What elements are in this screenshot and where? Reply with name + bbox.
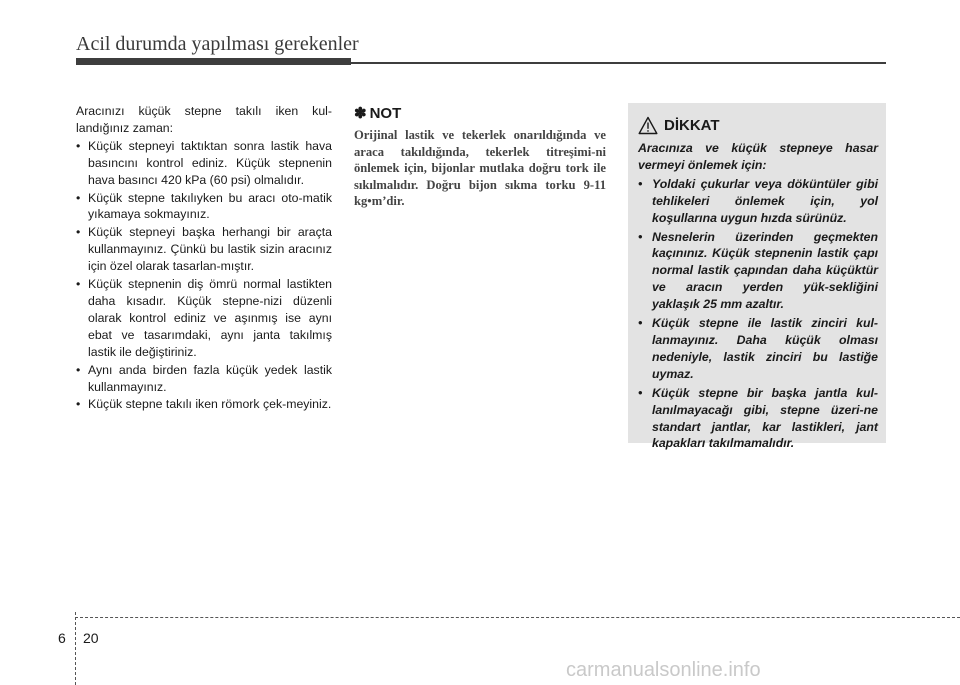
list-item: • Küçük stepne takılı iken römork çek-meyiniz. <box>76 397 332 412</box>
bullet-icon: • <box>638 176 643 191</box>
page-header-title: Acil durumda yapılması gerekenler <box>76 33 359 55</box>
header-rule-thick <box>76 58 351 65</box>
list-item: • Küçük stepnenin diş ömrü normal lastikten daha kısadır. Küçük stepne-nizi düzenli olarak kontrol ediniz ve aşınmış ise aynı ebat ve tasarımdaki, aynı janta takılmış lastik ile değiştiriniz. <box>76 277 332 359</box>
note-title: NOT <box>369 105 402 122</box>
list-item: • Küçük stepne bir başka jantla kul-lanılmayacağı gibi, stepne üzeri-ne standart jantlar, kar lastikleri, jant kapakları takılmamalıdır. <box>638 385 878 451</box>
caution-heading <box>638 116 720 135</box>
list-item: • Küçük stepne ile lastik zinciri kul-lanmayınız. Daha küçük olması nedeniyle, lastik zinciri bu lastiğe uymaz. <box>638 316 878 381</box>
bullet-icon: • <box>76 362 81 377</box>
bullet-icon: • <box>76 397 81 412</box>
caution-body <box>638 140 878 452</box>
note-heading <box>354 104 606 122</box>
footer-divider-vertical <box>75 612 76 685</box>
bullet-icon: • <box>76 225 81 240</box>
chapter-number: 6 <box>58 630 66 646</box>
list-item: • Küçük stepneyi taktıktan sonra lastik hava basıncını kontrol ediniz. Küçük stepnenin hava basıncı 420 kPa (60 psi) olmalıdır. <box>76 138 332 187</box>
bullet-icon: • <box>76 277 81 292</box>
intro-text: Aracınızı küçük stepne takılı iken kul-landığınız zaman: <box>76 104 332 135</box>
footer-divider-horizontal <box>75 617 960 618</box>
bullet-icon: • <box>638 385 643 400</box>
list-item: • Nesnelerin üzerinden geçmekten kaçınınız. Küçük stepnenin lastik çapı normal lastik çapından daha küçüktür ve aracın yerden yük-sekliğini yaklaşık 25 mm azaltır. <box>638 229 878 312</box>
note-box <box>354 104 606 210</box>
note-body: Orijinal lastik ve tekerlek onarıldığında ve araca takıldığında, tekerlek titreşimi-ni önlemek için, bijonlar mutlaka doğru tork ile sıkılmalıdır. Doğru bijon sıkma torku 9-11 kg•m’dir. <box>354 128 606 208</box>
caution-box <box>628 103 886 451</box>
bullet-icon: • <box>638 229 643 244</box>
list-item: • Yoldaki çukurlar veya döküntüler gibi tehlikeleri önlemek için, yol koşullarına uygun hızda sürünüz. <box>638 176 878 225</box>
warning-triangle-icon <box>638 116 658 135</box>
list-item: • Aynı anda birden fazla küçük yedek lastik kullanmayınız. <box>76 362 332 394</box>
list-item: • Küçük stepneyi başka herhangi bir araçta kullanmayınız. Çünkü bu lastik sizin aracınız için özel olarak tasarlan-mıştır. <box>76 225 332 274</box>
page-number: 20 <box>83 630 99 646</box>
list-item: • Küçük stepne takılıyken bu aracı oto-matik yıkamaya sokmayınız. <box>76 190 332 222</box>
caution-title: DİKKAT <box>664 117 720 134</box>
bullet-icon: • <box>638 316 643 331</box>
header-rule-thin <box>351 62 886 64</box>
caution-intro: Aracınıza ve küçük stepneye hasar vermeyi önlemek için: <box>638 141 878 172</box>
tips-list <box>76 138 332 414</box>
bullet-icon: • <box>76 190 81 205</box>
left-column <box>76 103 332 413</box>
watermark: carmanualsonline.info <box>566 659 761 681</box>
star-icon: ✽ <box>354 105 367 122</box>
caution-list <box>638 176 878 453</box>
bullet-icon: • <box>76 138 81 153</box>
